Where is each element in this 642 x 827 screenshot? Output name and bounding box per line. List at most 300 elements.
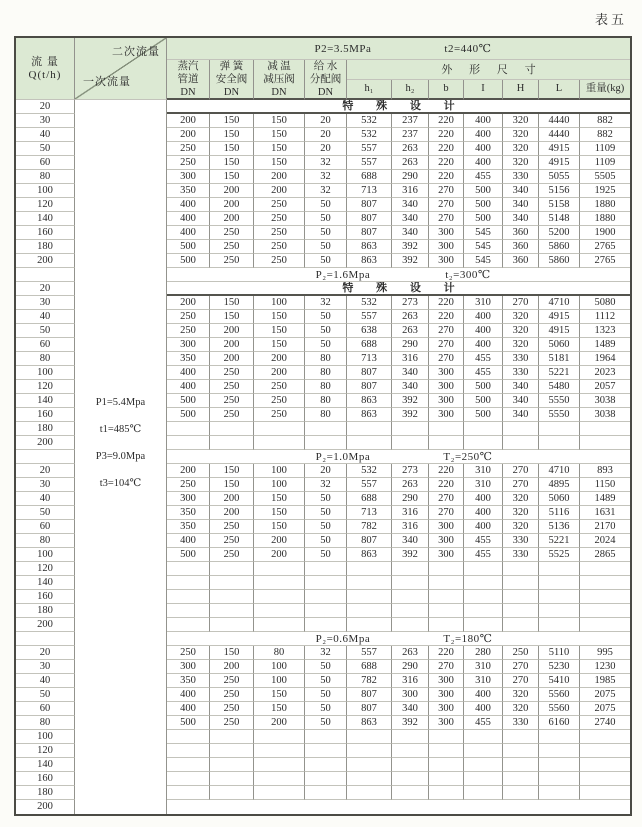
data-cell: 100 [254, 478, 305, 492]
flow-cell: 160 [16, 590, 75, 604]
data-cell: 532 [347, 128, 392, 142]
empty-data-cell [347, 744, 392, 758]
data-cell: 50 [305, 688, 347, 702]
data-cell: 50 [305, 520, 347, 534]
empty-data-cell [347, 422, 392, 436]
empty-data-cell [392, 576, 429, 590]
data-cell: 360 [503, 240, 539, 254]
empty-data-cell [580, 422, 630, 436]
data-cell: 688 [347, 170, 392, 184]
data-cell: 400 [464, 702, 503, 716]
empty-data-cell [429, 604, 464, 618]
data-cell: 270 [503, 674, 539, 688]
data-cell: 263 [392, 478, 429, 492]
flow-cell-empty [16, 450, 75, 464]
data-cell: 150 [254, 492, 305, 506]
data-cell: 250 [210, 366, 254, 380]
dimension-column-header: L [539, 80, 580, 100]
data-cell: 350 [167, 674, 210, 688]
empty-data-cell [503, 604, 539, 618]
flow-cell: 140 [16, 394, 75, 408]
data-cell: 20 [305, 464, 347, 478]
empty-data-cell [305, 618, 347, 632]
data-cell: 1150 [580, 478, 630, 492]
data-cell: 250 [254, 380, 305, 394]
data-cell: 270 [503, 660, 539, 674]
data-cell: 150 [254, 142, 305, 156]
primary-param-line: t1=485℃ [99, 424, 142, 435]
data-cell: 340 [503, 394, 539, 408]
empty-data-cell [580, 576, 630, 590]
data-cell: 500 [167, 240, 210, 254]
data-cell: 5136 [539, 520, 580, 534]
data-cell: 250 [210, 380, 254, 394]
empty-data-cell [210, 730, 254, 744]
column-header-line: DN [223, 86, 240, 98]
data-cell: 50 [305, 310, 347, 324]
data-cell: 80 [254, 646, 305, 660]
data-cell: 250 [167, 324, 210, 338]
data-cell: 882 [580, 128, 630, 142]
data-cell: 250 [254, 198, 305, 212]
data-cell: 270 [429, 184, 464, 198]
secondary-flow-label: 二次流量 [112, 46, 160, 58]
column-header-line: 管道 [177, 73, 199, 85]
data-cell: 80 [305, 394, 347, 408]
data-cell: 20 [305, 128, 347, 142]
data-cell: 400 [167, 380, 210, 394]
data-cell: 545 [464, 254, 503, 268]
data-cell: 400 [464, 506, 503, 520]
empty-data-cell [539, 436, 580, 450]
empty-data-cell [210, 744, 254, 758]
empty-data-cell [539, 744, 580, 758]
empty-data-cell [464, 604, 503, 618]
data-cell: 250 [210, 716, 254, 730]
data-cell: 392 [392, 548, 429, 562]
data-cell: 545 [464, 240, 503, 254]
data-cell: 500 [167, 548, 210, 562]
data-cell: 2024 [580, 534, 630, 548]
data-cell: 2765 [580, 240, 630, 254]
empty-data-cell [580, 590, 630, 604]
flow-cell-empty [16, 632, 75, 646]
empty-data-cell [392, 422, 429, 436]
spec-table [14, 36, 632, 816]
data-cell: 300 [392, 688, 429, 702]
data-cell: 5060 [539, 492, 580, 506]
data-cell: 2075 [580, 688, 630, 702]
empty-data-cell [210, 758, 254, 772]
data-cell: 250 [210, 520, 254, 534]
data-cell: 455 [464, 548, 503, 562]
data-cell: 500 [464, 184, 503, 198]
empty-data-cell [392, 562, 429, 576]
data-cell: 200 [210, 338, 254, 352]
data-cell: 150 [210, 156, 254, 170]
data-cell: 320 [503, 688, 539, 702]
data-cell: 100 [254, 674, 305, 688]
data-cell: 300 [429, 548, 464, 562]
flow-cell: 30 [16, 660, 75, 674]
data-cell: 340 [503, 198, 539, 212]
data-cell: 863 [347, 716, 392, 730]
section-pressure-label: P₂=1.6Mpa [315, 268, 371, 281]
data-cell: 4915 [539, 156, 580, 170]
flow-cell: 20 [16, 282, 75, 296]
data-cell: 340 [503, 184, 539, 198]
data-cell: 5230 [539, 660, 580, 674]
data-cell: 200 [210, 352, 254, 366]
data-cell: 320 [503, 506, 539, 520]
data-cell: 150 [210, 128, 254, 142]
empty-data-cell [167, 758, 210, 772]
empty-data-cell [503, 758, 539, 772]
special-design-row: 特 殊 设 计 [167, 282, 630, 296]
data-cell: 400 [167, 702, 210, 716]
data-cell: 400 [464, 128, 503, 142]
empty-data-cell [429, 758, 464, 772]
data-cell: 320 [503, 310, 539, 324]
data-cell: 392 [392, 240, 429, 254]
empty-data-cell [210, 590, 254, 604]
flow-cell: 60 [16, 702, 75, 716]
data-cell: 807 [347, 212, 392, 226]
data-cell: 320 [503, 324, 539, 338]
data-cell: 557 [347, 646, 392, 660]
data-cell: 300 [429, 240, 464, 254]
data-cell: 100 [254, 464, 305, 478]
empty-data-cell [392, 744, 429, 758]
data-cell: 455 [464, 716, 503, 730]
data-cell: 150 [254, 338, 305, 352]
data-cell: 270 [503, 464, 539, 478]
data-cell: 1109 [580, 142, 630, 156]
empty-data-cell [503, 436, 539, 450]
flow-cell: 100 [16, 730, 75, 744]
section-conditions-row [167, 450, 630, 464]
empty-data-cell [305, 744, 347, 758]
data-cell: 250 [210, 240, 254, 254]
empty-data-cell [347, 758, 392, 772]
data-cell: 270 [429, 660, 464, 674]
data-cell: 200 [210, 198, 254, 212]
data-cell: 250 [210, 408, 254, 422]
empty-data-cell [539, 604, 580, 618]
empty-data-cell [503, 562, 539, 576]
data-cell: 995 [580, 646, 630, 660]
data-cell: 2023 [580, 366, 630, 380]
data-cell: 20 [305, 142, 347, 156]
empty-data-cell [539, 562, 580, 576]
data-cell: 882 [580, 114, 630, 128]
empty-data-cell [254, 772, 305, 786]
section1-pressure-label: P2=3.5MPa [314, 42, 372, 55]
primary-param-line: P1=5.4Mpa [95, 397, 146, 408]
data-cell: 5156 [539, 184, 580, 198]
data-cell: 3038 [580, 394, 630, 408]
data-cell: 150 [254, 688, 305, 702]
empty-data-cell [305, 576, 347, 590]
empty-data-cell [347, 576, 392, 590]
flow-cell: 50 [16, 506, 75, 520]
section-conditions-row [167, 268, 630, 282]
data-cell: 150 [210, 142, 254, 156]
empty-data-cell [167, 590, 210, 604]
section-temp-label: T₂=250℃ [443, 450, 493, 463]
data-cell: 50 [305, 212, 347, 226]
data-cell: 300 [429, 520, 464, 534]
data-cell: 250 [254, 226, 305, 240]
data-cell: 150 [210, 478, 254, 492]
column-header-feedwater-distribution-valve-dn [305, 60, 347, 100]
data-cell: 300 [429, 380, 464, 394]
empty-data-cell [429, 730, 464, 744]
flow-cell: 200 [16, 436, 75, 450]
empty-data-cell [210, 422, 254, 436]
data-cell: 320 [503, 702, 539, 716]
data-cell: 713 [347, 352, 392, 366]
data-cell: 310 [464, 660, 503, 674]
data-cell: 400 [464, 142, 503, 156]
empty-data-cell [539, 758, 580, 772]
section-temp-label: T₂=180℃ [443, 632, 493, 645]
data-cell: 2170 [580, 520, 630, 534]
data-cell: 400 [167, 534, 210, 548]
data-cell: 50 [305, 492, 347, 506]
data-cell: 263 [392, 142, 429, 156]
data-cell: 557 [347, 142, 392, 156]
data-cell: 400 [167, 366, 210, 380]
data-cell: 300 [429, 408, 464, 422]
data-cell: 316 [392, 184, 429, 198]
data-cell: 500 [464, 198, 503, 212]
data-cell: 340 [392, 226, 429, 240]
data-cell: 50 [305, 198, 347, 212]
flow-cell: 160 [16, 408, 75, 422]
data-cell: 4710 [539, 296, 580, 310]
flow-cell: 50 [16, 142, 75, 156]
data-cell: 1900 [580, 226, 630, 240]
data-cell: 340 [392, 534, 429, 548]
flow-header-unit: Q(t/h) [28, 68, 62, 81]
data-cell: 532 [347, 114, 392, 128]
flow-cell: 80 [16, 534, 75, 548]
data-cell: 80 [305, 380, 347, 394]
data-cell: 4915 [539, 310, 580, 324]
data-cell: 5505 [580, 170, 630, 184]
data-cell: 500 [167, 394, 210, 408]
data-cell: 316 [392, 506, 429, 520]
empty-data-cell [254, 744, 305, 758]
data-cell: 250 [167, 310, 210, 324]
blank-merged-row [167, 800, 630, 814]
empty-data-cell [347, 436, 392, 450]
empty-data-cell [539, 422, 580, 436]
empty-data-cell [305, 422, 347, 436]
data-cell: 100 [254, 660, 305, 674]
empty-data-cell [580, 786, 630, 800]
data-cell: 1925 [580, 184, 630, 198]
data-cell: 50 [305, 506, 347, 520]
data-cell: 300 [429, 702, 464, 716]
flow-cell: 140 [16, 576, 75, 590]
empty-data-cell [210, 772, 254, 786]
data-cell: 638 [347, 324, 392, 338]
data-cell: 5480 [539, 380, 580, 394]
data-cell: 32 [305, 478, 347, 492]
data-cell: 350 [167, 184, 210, 198]
data-cell: 50 [305, 674, 347, 688]
data-cell: 6160 [539, 716, 580, 730]
empty-data-cell [254, 618, 305, 632]
empty-data-cell [305, 604, 347, 618]
data-cell: 316 [392, 352, 429, 366]
flow-cell: 40 [16, 674, 75, 688]
empty-data-cell [254, 758, 305, 772]
data-cell: 320 [503, 114, 539, 128]
empty-data-cell [305, 758, 347, 772]
data-cell: 273 [392, 464, 429, 478]
data-cell: 400 [167, 198, 210, 212]
empty-data-cell [429, 576, 464, 590]
data-cell: 807 [347, 534, 392, 548]
empty-data-cell [539, 772, 580, 786]
data-cell: 5080 [580, 296, 630, 310]
flow-header-cell [16, 38, 75, 100]
empty-data-cell [392, 758, 429, 772]
data-cell: 290 [392, 170, 429, 184]
empty-data-cell [429, 786, 464, 800]
data-cell: 713 [347, 184, 392, 198]
empty-data-cell [464, 422, 503, 436]
data-cell: 310 [464, 464, 503, 478]
data-cell: 500 [167, 254, 210, 268]
data-cell: 150 [210, 646, 254, 660]
data-cell: 270 [429, 212, 464, 226]
data-cell: 220 [429, 464, 464, 478]
empty-data-cell [254, 590, 305, 604]
empty-data-cell [539, 590, 580, 604]
data-cell: 5221 [539, 534, 580, 548]
data-cell: 150 [254, 506, 305, 520]
flow-cell: 60 [16, 156, 75, 170]
data-cell: 250 [167, 142, 210, 156]
data-cell: 1880 [580, 212, 630, 226]
empty-data-cell [429, 744, 464, 758]
empty-data-cell [539, 786, 580, 800]
empty-data-cell [580, 744, 630, 758]
primary-flow-label: 一次流量 [83, 76, 131, 88]
data-cell: 500 [464, 212, 503, 226]
data-cell: 200 [254, 534, 305, 548]
data-cell: 250 [210, 394, 254, 408]
empty-data-cell [580, 436, 630, 450]
data-cell: 250 [254, 408, 305, 422]
data-cell: 270 [429, 492, 464, 506]
data-cell: 3038 [580, 408, 630, 422]
empty-data-cell [305, 772, 347, 786]
flow-cell: 40 [16, 310, 75, 324]
data-cell: 200 [254, 366, 305, 380]
data-cell: 290 [392, 492, 429, 506]
data-cell: 5550 [539, 408, 580, 422]
data-cell: 455 [464, 366, 503, 380]
empty-data-cell [210, 604, 254, 618]
data-cell: 270 [429, 198, 464, 212]
data-cell: 273 [392, 296, 429, 310]
data-cell: 557 [347, 478, 392, 492]
empty-data-cell [167, 604, 210, 618]
flow-cell: 120 [16, 198, 75, 212]
data-cell: 688 [347, 660, 392, 674]
section-conditions-row [167, 632, 630, 646]
data-cell: 350 [167, 520, 210, 534]
data-cell: 863 [347, 548, 392, 562]
column-header-line: DN [271, 86, 287, 98]
empty-data-cell [392, 772, 429, 786]
data-cell: 455 [464, 170, 503, 184]
data-cell: 20 [305, 114, 347, 128]
data-cell: 400 [464, 520, 503, 534]
data-cell: 340 [503, 212, 539, 226]
column-header-line: 减压阀 [263, 73, 295, 85]
data-cell: 4915 [539, 324, 580, 338]
data-cell: 392 [392, 394, 429, 408]
data-cell: 32 [305, 184, 347, 198]
empty-data-cell [464, 730, 503, 744]
data-cell: 2865 [580, 548, 630, 562]
data-cell: 2057 [580, 380, 630, 394]
data-cell: 263 [392, 310, 429, 324]
data-cell: 392 [392, 408, 429, 422]
data-cell: 316 [392, 674, 429, 688]
data-cell: 300 [429, 366, 464, 380]
data-cell: 200 [210, 492, 254, 506]
data-cell: 270 [429, 338, 464, 352]
data-cell: 532 [347, 464, 392, 478]
data-cell: 290 [392, 338, 429, 352]
data-cell: 200 [254, 716, 305, 730]
section1-temp-label: t2=440℃ [444, 42, 492, 55]
data-cell: 50 [305, 254, 347, 268]
data-cell: 5860 [539, 240, 580, 254]
data-cell: 400 [464, 156, 503, 170]
data-cell: 50 [305, 548, 347, 562]
sheet-number-label: 表五 [594, 12, 627, 27]
data-cell: 807 [347, 198, 392, 212]
data-cell: 263 [392, 646, 429, 660]
empty-data-cell [503, 590, 539, 604]
data-cell: 863 [347, 408, 392, 422]
data-cell: 5525 [539, 548, 580, 562]
data-cell: 330 [503, 534, 539, 548]
flow-cell: 200 [16, 618, 75, 632]
flow-cell: 40 [16, 492, 75, 506]
data-cell: 290 [392, 660, 429, 674]
data-cell: 300 [167, 660, 210, 674]
data-cell: 250 [210, 702, 254, 716]
data-cell: 688 [347, 338, 392, 352]
data-cell: 270 [503, 296, 539, 310]
data-cell: 807 [347, 702, 392, 716]
flow-cell: 50 [16, 324, 75, 338]
data-cell: 350 [167, 506, 210, 520]
data-cell: 807 [347, 226, 392, 240]
empty-data-cell [254, 562, 305, 576]
data-cell: 280 [464, 646, 503, 660]
data-cell: 150 [254, 128, 305, 142]
